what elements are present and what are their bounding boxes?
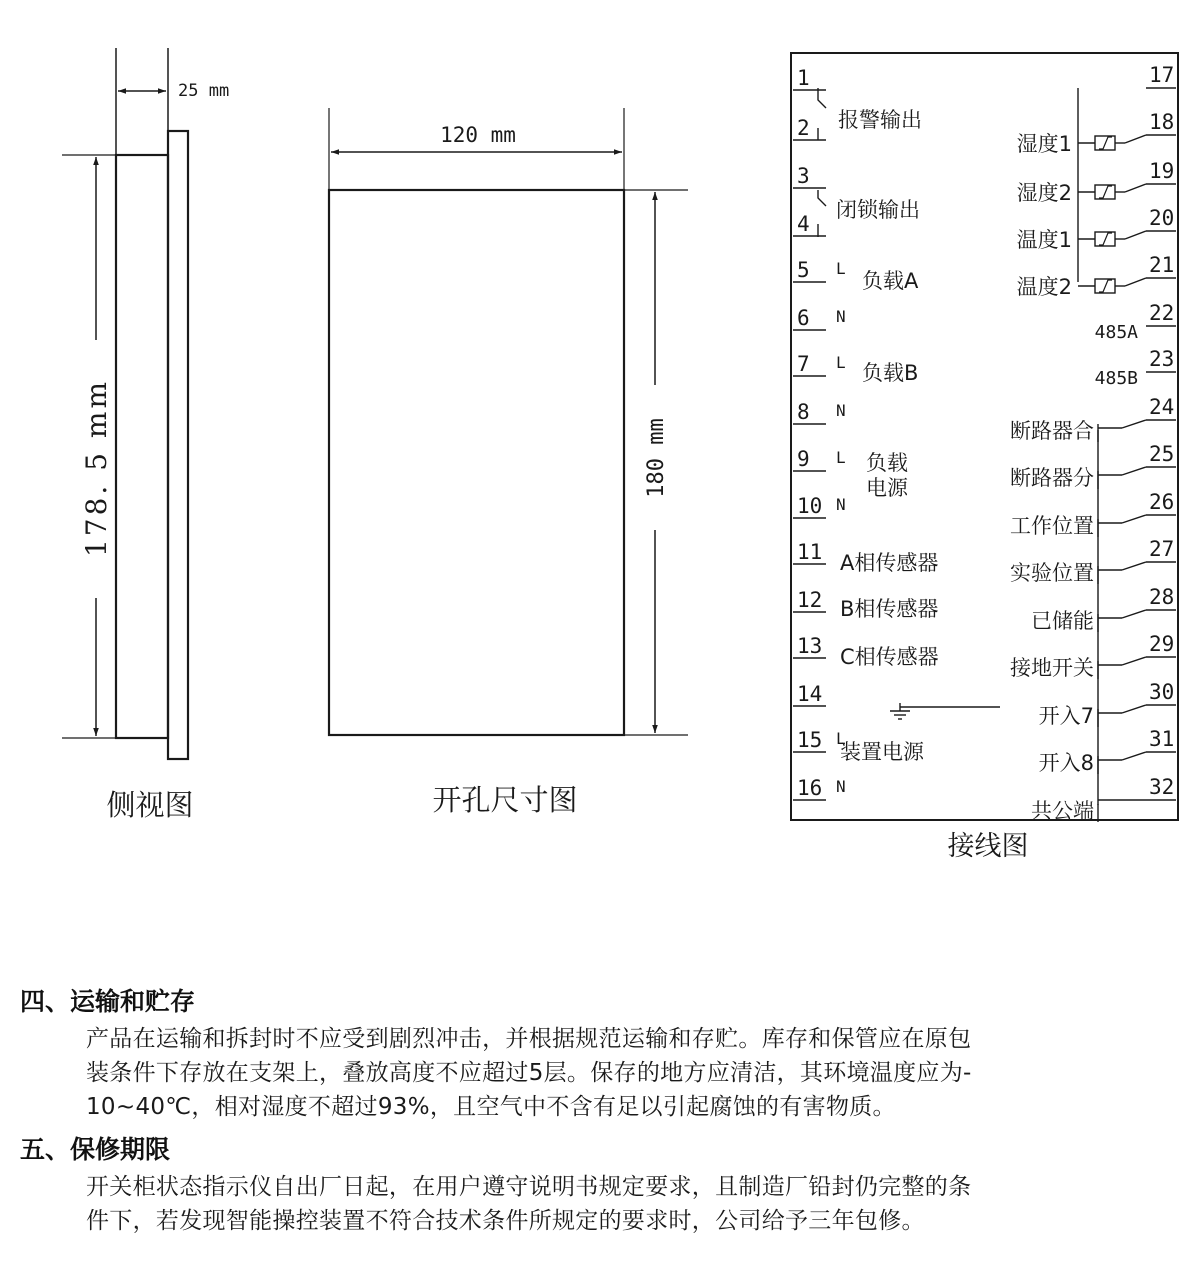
- cutout-width-label: 120 mm: [440, 123, 516, 147]
- terminal-number: 18: [1149, 110, 1175, 134]
- document-text: [20, 982, 1185, 1244]
- terminal-label: 负载A: [862, 269, 919, 293]
- input-label: 实验位置: [1010, 561, 1094, 585]
- terminal-number: 13: [797, 634, 823, 658]
- terminal-number: 19: [1149, 159, 1175, 183]
- terminal-number: 10: [797, 494, 823, 518]
- switch-contact: [1122, 705, 1146, 713]
- terminal-mark: N: [836, 495, 846, 514]
- switch-contact: [1122, 467, 1146, 475]
- terminal-number: 20: [1149, 206, 1175, 230]
- section-4-line: 装条件下存放在支架上，叠放高度不应超过5层。保存的地方应清洁，其环境温度应为-: [86, 1060, 972, 1086]
- terminal-number: 17: [1149, 63, 1175, 87]
- terminal-number: 6: [797, 306, 810, 330]
- terminal-number: 12: [797, 588, 823, 612]
- terminal-number: 30: [1149, 680, 1175, 704]
- terminal-number: 1: [797, 66, 810, 90]
- terminal-mark: L: [836, 729, 846, 748]
- side-thickness-label: 25 mm: [178, 81, 230, 101]
- wiring-frame: [791, 53, 1178, 820]
- terminal-number: 25: [1149, 442, 1175, 466]
- terminal-number: 24: [1149, 395, 1175, 419]
- terminal-label: C相传感器: [840, 645, 939, 669]
- section-5-title: 五、保修期限: [20, 1135, 171, 1164]
- switch-contact: [1122, 752, 1146, 760]
- cutout-view-caption: 开孔尺寸图: [432, 783, 578, 817]
- comm-label: 485A: [1094, 322, 1138, 343]
- input-label: 工作位置: [1010, 514, 1094, 538]
- terminal-mark: L: [836, 448, 846, 467]
- terminal-number: 26: [1149, 490, 1175, 514]
- cutout-view: [329, 108, 688, 735]
- switch-contact: [1122, 610, 1146, 618]
- input-label: 断路器分: [1010, 466, 1094, 490]
- terminal-number: 8: [797, 400, 810, 424]
- terminal-number: 14: [797, 682, 823, 706]
- terminal-number: 21: [1149, 253, 1175, 277]
- terminal-number: 16: [797, 776, 823, 800]
- terminal-mark: N: [836, 307, 846, 326]
- terminal-label: 闭锁输出: [836, 198, 920, 222]
- switch-contact: [1122, 420, 1146, 428]
- terminal-number: 3: [797, 164, 810, 188]
- terminal-number: 22: [1149, 301, 1175, 325]
- terminal-number: 32: [1149, 775, 1175, 799]
- terminal-mark: N: [836, 401, 846, 420]
- side-view-caption: 侧视图: [106, 788, 194, 822]
- section-5-line: 开关柜状态指示仪自出厂日起，在用户遵守说明书规定要求，且制造厂铅封仍完整的条: [86, 1174, 972, 1200]
- sensor-label: 湿度1: [1016, 132, 1072, 156]
- terminal-label: 负载B: [862, 361, 919, 385]
- input-label: 开入7: [1038, 704, 1094, 728]
- terminal-label: B相传感器: [840, 597, 939, 621]
- terminal-number: 23: [1149, 347, 1175, 371]
- terminal-number: 27: [1149, 537, 1175, 561]
- sensor-label: 温度2: [1016, 275, 1072, 299]
- terminal-number: 31: [1149, 727, 1175, 751]
- terminal-label: 报警输出: [838, 108, 922, 132]
- terminal-number: 9: [797, 447, 810, 471]
- terminal-label: A相传感器: [840, 551, 939, 575]
- terminal-number: 29: [1149, 632, 1175, 656]
- terminal-number: 7: [797, 352, 810, 376]
- section-4-body: [86, 1022, 1185, 1124]
- terminal-label: 负载: [866, 451, 908, 475]
- input-label: 接地开关: [1010, 656, 1094, 680]
- input-label: 已储能: [1031, 609, 1094, 633]
- terminal-number: 2: [797, 116, 810, 140]
- terminal-mark: L: [836, 353, 846, 372]
- terminal-number: 4: [797, 212, 810, 236]
- terminal-label: 电源: [866, 476, 908, 500]
- device-front-panel: [168, 131, 188, 759]
- device-body: [116, 155, 168, 738]
- terminal-mark: N: [836, 777, 846, 796]
- terminal-mark: L: [836, 259, 846, 278]
- wiring-left-terminals: [793, 66, 939, 800]
- section-4-title: 四、运输和贮存: [20, 987, 196, 1016]
- terminal-label: 装置电源: [840, 740, 924, 764]
- section-4-line: 10~40℃，相对湿度不超过93%，且空气中不含有足以引起腐蚀的有害物质。: [86, 1094, 896, 1120]
- section-5-body: [86, 1170, 1185, 1238]
- input-label: 断路器合: [1010, 419, 1094, 443]
- input-label: 共公端: [1031, 799, 1094, 823]
- terminal-number: 15: [797, 728, 823, 752]
- input-label: 开入8: [1038, 751, 1094, 775]
- comm-label: 485B: [1094, 368, 1138, 389]
- terminal-number: 11: [797, 540, 823, 564]
- switch-contact: [1122, 515, 1146, 523]
- sensor-label: 温度1: [1016, 228, 1072, 252]
- terminal-number: 5: [797, 258, 810, 282]
- wiring-caption: 接线图: [947, 831, 1029, 862]
- side-height-label: 178. 5 mm: [80, 378, 113, 558]
- switch-contact: [1122, 562, 1146, 570]
- sensor-label: 湿度2: [1016, 181, 1072, 205]
- terminal-number: 28: [1149, 585, 1175, 609]
- wiring-right-terminals: [1010, 63, 1176, 823]
- cutout-rectangle: [329, 190, 624, 735]
- switch-contact: [1122, 657, 1146, 665]
- cutout-height-label: 180 mm: [644, 418, 669, 498]
- section-4-line: 产品在运输和拆封时不应受到剧烈冲击，并根据规范运输和存贮。库存和保管应在原包: [86, 1026, 972, 1052]
- section-5-line: 件下，若发现智能操控装置不符合技术条件所规定的要求时，公司给予三年包修。: [86, 1208, 925, 1234]
